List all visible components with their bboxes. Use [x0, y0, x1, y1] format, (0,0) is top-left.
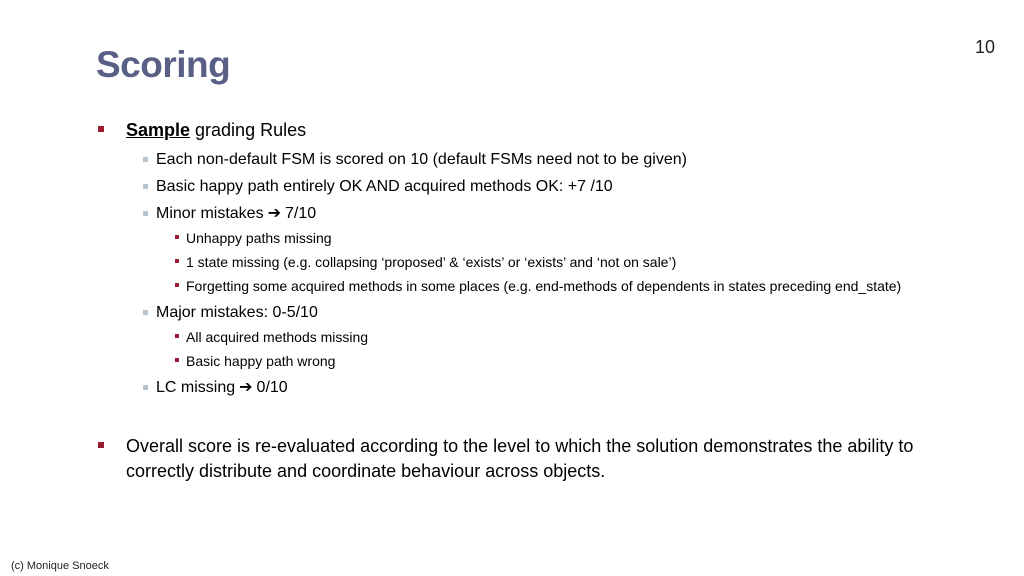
square-bullet-icon — [98, 126, 104, 132]
state-missing-text: 1 state missing (e.g. collapsing ‘proposed’ & ‘exists’ or ‘exists’ and ‘not on sale’) — [186, 254, 677, 270]
minor-mistakes-label: Minor mistakes — [156, 205, 264, 222]
square-bullet-icon — [175, 235, 179, 239]
unhappy-paths-text: Unhappy paths missing — [186, 230, 332, 246]
happy-path-wrong-text: Basic happy path wrong — [186, 353, 336, 369]
slide-number: 10 — [974, 37, 995, 57]
square-bullet-icon — [175, 283, 179, 287]
bullet-major-mistakes — [96, 303, 956, 323]
bullet-each-fsm — [96, 150, 956, 170]
square-bullet-icon — [175, 358, 179, 362]
right-arrow-icon: ➔ — [267, 205, 281, 222]
each-fsm-text: Each non-default FSM is scored on 10 (default FSMs need not to be given) — [156, 151, 687, 168]
forgetting-methods-text: Forgetting some acquired methods in some places (e.g. end-methods of dependents in states preceding end_state) — [186, 278, 902, 294]
lc-missing-label: LC missing — [156, 379, 236, 396]
slide-content — [96, 118, 956, 484]
grading-rules-label: grading Rules — [190, 120, 307, 140]
square-bullet-icon — [175, 334, 179, 338]
bullet-minor-mistakes — [96, 204, 956, 224]
minor-mistakes-score: 7/10 — [284, 205, 317, 222]
square-bullet-icon — [143, 310, 148, 315]
bullet-all-acquired-missing — [96, 328, 956, 347]
all-acquired-missing-text: All acquired methods missing — [186, 329, 369, 345]
happy-path-text: Basic happy path entirely OK AND acquired methods OK: +7 /10 — [156, 178, 613, 195]
bullet-state-missing — [96, 253, 956, 272]
bullet-sample-grading-rules — [96, 118, 956, 143]
page-title: Scoring — [96, 44, 231, 85]
bullet-lc-missing — [96, 378, 956, 398]
right-arrow-icon: ➔ — [239, 379, 253, 396]
square-bullet-icon — [143, 211, 148, 216]
square-bullet-icon — [143, 385, 148, 390]
sample-label: Sample — [126, 120, 191, 140]
bullet-unhappy-paths — [96, 229, 956, 248]
bullet-overall-score — [96, 434, 956, 484]
square-bullet-icon — [143, 157, 148, 162]
bullet-happy-path — [96, 177, 956, 197]
major-mistakes-text: Major mistakes: 0-5/10 — [156, 304, 318, 321]
square-bullet-icon — [143, 184, 148, 189]
spacer — [96, 398, 956, 434]
overall-score-text: Overall score is re-evaluated according to the level to which the solution demonstrates the ability to correctly distribute and coordinate behaviour across objects. — [126, 436, 914, 481]
footer-copyright: (c) Monique Snoeck — [11, 560, 109, 572]
square-bullet-icon — [175, 259, 179, 263]
square-bullet-icon — [98, 442, 104, 448]
bullet-forgetting-methods — [96, 277, 956, 296]
bullet-happy-path-wrong — [96, 352, 956, 371]
lc-missing-score: 0/10 — [256, 379, 288, 396]
